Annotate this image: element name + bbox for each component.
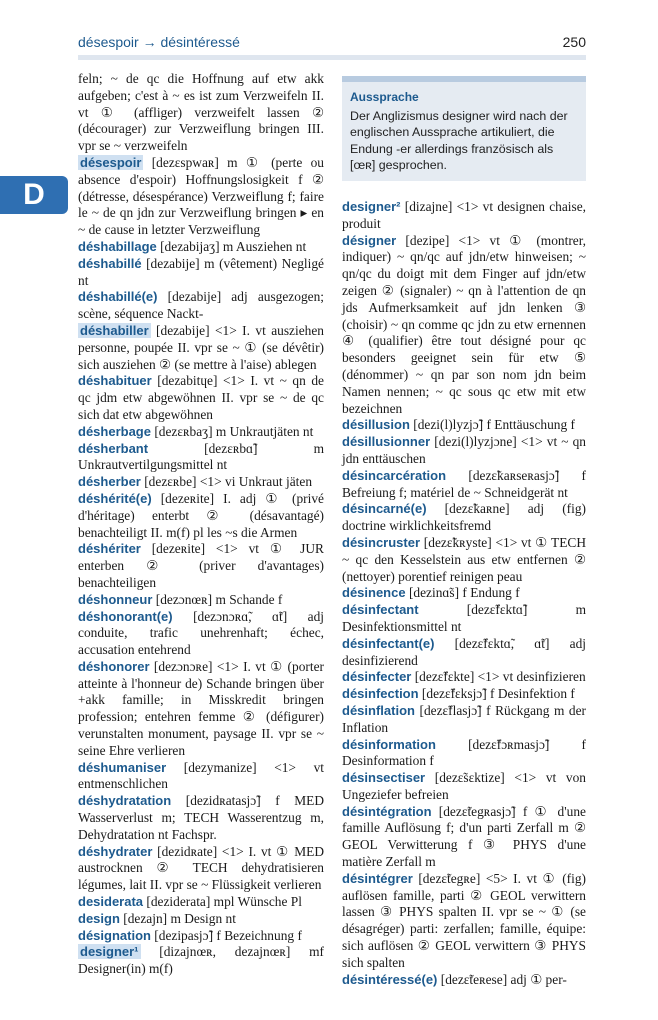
- dictionary-entry: [342, 669, 586, 686]
- dictionary-entry: [342, 535, 586, 585]
- dictionary-entry: [78, 609, 324, 659]
- entry-definition: [dezabije] m (vêtement) Negligé nt: [78, 255, 324, 288]
- dictionary-entry: [78, 424, 324, 441]
- dictionary-entry: [78, 474, 324, 491]
- entry-definition: [dezajn] m Design nt: [119, 910, 236, 926]
- dictionary-entry: [78, 928, 324, 945]
- entry-headword[interactable]: designer¹: [80, 944, 139, 960]
- entry-headword[interactable]: désherber: [78, 474, 141, 490]
- entry-definition: [dezɛ̃fɛkte] <1> vt desinfizieren: [411, 669, 586, 685]
- entry-definition: [deziderata] mpl Wünsche Pl: [143, 894, 302, 910]
- dictionary-entry: [78, 944, 324, 978]
- page-number: 250: [562, 34, 586, 50]
- entry-definition: [dezipasjɔ̃] f Bezeichnung f: [150, 927, 302, 943]
- entry-definition: [dezɛ̃fɛktɑ̃, ɑ̃t] adj desinfizierend: [342, 635, 586, 668]
- dictionary-entry: [342, 468, 586, 502]
- dictionary-entry: [78, 239, 324, 256]
- entry-headword[interactable]: déshabiller: [80, 322, 149, 338]
- entry-definition: [dezɛʀbaʒ] m Unkrautjäten nt: [150, 423, 314, 439]
- entry-definition: [dezɛ̃fɛktɑ̃] m Desinfektionsmittel nt: [342, 602, 586, 634]
- entry-headword[interactable]: désinsectiser: [342, 770, 426, 786]
- right-column: [342, 199, 586, 988]
- left-column: [78, 71, 324, 978]
- entry-headword[interactable]: déshonorer: [78, 658, 150, 674]
- dictionary-entry: [342, 585, 586, 602]
- entry-headword[interactable]: déshonneur: [78, 591, 153, 607]
- entry-definition: [dezɛ̃sɛktize] <1> vt von Ungeziefer befreien: [342, 770, 586, 802]
- entry-definition: [dizajne] <1> vt designen chaise, produit: [342, 199, 586, 231]
- entry-definition: [dezidʀate] <1> I. vt ① MED austrocknen ② TECH dehydratisieren légumes, lait II. vpr se ~ Flüssigkeit verlieren: [78, 843, 324, 893]
- entry-definition: [dezeʀite] <1> vt ① JUR enterben ② (priver d'avantages) benachteiligen: [78, 541, 324, 590]
- note-title: Aussprache: [350, 90, 419, 104]
- entry-headword[interactable]: déshydratation: [78, 793, 172, 809]
- entry-definition: [dezɛ̃tegʀasjɔ̃] f ① d'une famille Auflösung f; d'un parti Zerfall m ② GEOL Verwitterung f ③ PHYS d'une matière Zerfall m: [342, 803, 586, 870]
- dictionary-entry: [342, 737, 586, 771]
- entry-definition: [dezɔnœʀ] m Schande f: [152, 591, 283, 607]
- entry-headword[interactable]: déshonorant(e): [78, 608, 173, 624]
- entry-definition: [dezɛ̃kaʀseʀasjɔ̃] f Befreiung f; matériel de ~ Schneidgerät nt: [342, 467, 586, 500]
- entry-headword[interactable]: désinformation: [342, 736, 436, 752]
- note-text: Der Anglizismus designer wird nach der englischen Aussprache artikuliert, die Endung -er allerdings französisch als [œʀ] gesprochen.: [350, 109, 568, 172]
- entry-headword[interactable]: désespoir: [80, 154, 142, 170]
- entry-headword[interactable]: désigner: [342, 232, 397, 248]
- dictionary-entry: [78, 441, 324, 475]
- dictionary-entry: [78, 491, 324, 541]
- header-guide-words: désespoir → désintéressé: [78, 34, 240, 50]
- dictionary-entry: [78, 844, 324, 894]
- entry-definition: [dezɔnɔʀe] <1> I. vt ① (porter atteinte à l'honneur de) Schande bringen über +akk famille; in Misskredit bringen profession; entehren femme ② (défigurer) verunstalten monument, paysage II. vpr se ~ seine Ehre verlieren: [78, 658, 324, 758]
- entry-headword[interactable]: désintégration: [342, 803, 432, 819]
- thumb-index-tab[interactable]: D: [0, 176, 68, 214]
- dictionary-entry: [78, 911, 324, 928]
- dictionary-entry: [78, 155, 324, 239]
- dictionary-entry: [342, 602, 586, 636]
- dictionary-entry: [342, 417, 586, 434]
- dictionary-entry: [78, 256, 324, 290]
- dictionary-entry: [78, 659, 324, 760]
- dictionary-entry: [342, 703, 586, 737]
- entry-headword[interactable]: désinflation: [342, 702, 415, 718]
- entry-definition: [dezabijaʒ] m Ausziehen nt: [156, 238, 307, 254]
- entry-headword[interactable]: désinfection: [342, 686, 419, 702]
- dictionary-entry: [78, 323, 324, 373]
- dictionary-entry: [342, 636, 586, 670]
- dictionary-entry: [78, 592, 324, 609]
- entry-headword[interactable]: déshabillé: [78, 255, 142, 271]
- entry-definition: [dezi(l)lyzjɔne] <1> vt ~ qn jdn enttäuschen: [342, 434, 586, 466]
- entry-headword[interactable]: déshydrater: [78, 843, 153, 859]
- entry-definition: [dezabitɥe] <1> I. vt ~ qn de qc jdm etw abgewöhnen II. vpr se ~ de qc sich dat etw abgewöhnen: [78, 373, 324, 422]
- entry-definition: [dezɛʀbe] <1> vi Unkraut jäten: [140, 474, 313, 490]
- entry-headword[interactable]: désignation: [78, 927, 151, 943]
- entry-definition: [dezɛspwaʀ] m ① (perte ou absence d'espoir) Hoffnungslosigkeit f ② (détresse, désespérance) Verzweiflung f; faire le ~ de qn jdn zur Verzweiflung bringen ▸ en ~ de cause in letzter Verzweiflung: [78, 154, 324, 238]
- entry-headword[interactable]: déshériter: [78, 541, 141, 557]
- entry-definition: [dezɛ̃kaʀne] adj (fig) doctrine wirklichkeitsfremd: [342, 501, 586, 534]
- dictionary-entry: [342, 804, 586, 871]
- dictionary-entry: [78, 289, 324, 323]
- entry-headword[interactable]: désintéressé(e): [342, 971, 438, 987]
- entry-headword[interactable]: désinfectant: [342, 602, 419, 618]
- entry-definition: feln; ~ de qc die Hoffnung auf etw akk aufgeben; c'est à ~ es ist zum Verzweifeln II. vt ① (affliger) verzweifelt lassen ② (décourager) zur Verzweiflung bringen III. vpr se ~ verzweifeln: [78, 71, 324, 154]
- entry-definition: [dezinɑ̃s] f Endung f: [405, 585, 520, 601]
- entry-definition: [dezɛ̃tegʀe] <5> I. vt ① (fig) auflösen famille, parti ② GEOL verwittern lassen ③ PHYS spalten II. vpr se ~ ① (se désagréger) parti: zerfallen; famille, équipe: sich auflösen ② GEOL verwittern ③ PHYS sich spalten: [342, 870, 586, 970]
- header-rule: [78, 55, 586, 60]
- entry-definition: [dezɛʀbɑ̃] m Unkrautvertilgungsmittel nt: [78, 440, 324, 473]
- dictionary-entry: [342, 686, 586, 703]
- dictionary-entry: [78, 373, 324, 423]
- entry-headword[interactable]: désincarné(e): [342, 501, 427, 517]
- entry-definition: [dezipe] <1> vt ① (montrer, indiquer) ~ qn/qc auf jdn/etw hinweisen; ~ qn/qc du doigt mit dem Finger auf jdn/etw zeigen ② (signaler) ~ qn à l'attention de qn jds Aufmerksamkeit auf jdn lenken ③ (choisir) ~ qn comme qc jdn zu etw ernennen ④ (qualifier) être tout désigné pour qc besonders geeignet sein für etw ⑤ (dénommer) ~ qn par son nom jdn beim Namen nennen; ~ qc sous qc etw mit etw bezeichnen: [342, 232, 586, 416]
- entry-definition: [dezi(l)lyzjɔ̃] f Enttäuschung f: [409, 417, 575, 433]
- dictionary-entry: [78, 760, 324, 794]
- dictionary-entry: [342, 871, 586, 972]
- running-header: [78, 29, 586, 59]
- entry-headword[interactable]: déshabituer: [78, 373, 152, 389]
- dictionary-entry: [78, 793, 324, 843]
- entry-definition: [dezidʀatasjɔ̃] f MED Wasserverlust m; TECH Wasserentzug m, Dehydratation nt Fachspr.: [78, 793, 324, 842]
- entry-headword[interactable]: désinfecter: [342, 669, 412, 685]
- dictionary-entry: [78, 894, 324, 911]
- entry-definition: [dezɛ̃teʀese] adj ① per-: [437, 971, 567, 987]
- entry-headword[interactable]: déshumaniser: [78, 759, 167, 775]
- dictionary-entry: [342, 233, 586, 418]
- entry-headword[interactable]: déshérité(e): [78, 490, 152, 506]
- dictionary-entry: [78, 71, 324, 155]
- entry-definition: [dezɔnɔʀɑ̃, ɑ̃t] adj conduite, trafic unehrenhaft; échec, accusation entehrend: [78, 608, 324, 658]
- dictionary-entry: [78, 541, 324, 591]
- entry-definition: [dezeʀite] I. adj ① (privé d'héritage) enterbt ② (désavantagé) benachteiligt II. m(f) pl les ~s die Armen: [78, 490, 324, 540]
- dictionary-entry: [342, 501, 586, 535]
- entry-definition: [dezɛ̃flasjɔ̃] f Rückgang m der Inflation: [342, 702, 586, 735]
- entry-headword[interactable]: désherbant: [78, 440, 149, 456]
- entry-headword[interactable]: désinence: [342, 585, 406, 601]
- entry-headword[interactable]: desiderata: [78, 894, 144, 910]
- dictionary-entry: [342, 199, 586, 233]
- entry-definition: [dezymanize] <1> vt entmenschlichen: [78, 759, 324, 792]
- entry-headword[interactable]: design: [78, 910, 120, 926]
- entry-definition: [dezɛ̃fɔʀmasjɔ̃] f Desinformation f: [342, 736, 586, 769]
- entry-definition: [dezɛ̃fɛksjɔ̃] f Desinfektion f: [418, 686, 575, 702]
- entry-headword[interactable]: désinfectant(e): [342, 635, 435, 651]
- entry-headword[interactable]: désherbage: [78, 423, 151, 439]
- entry-headword[interactable]: déshabillé(e): [78, 289, 158, 305]
- entry-definition: [dezabije] <1> I. vt ausziehen personne, poupée II. vpr se ~ ① (se dévêtir) sich ausziehen ② (se mettre à l'aise) ablegen: [78, 322, 324, 372]
- entry-definition: [dezɛ̃kʀyste] <1> vt ① TECH ~ qc den Kesselstein aus etw entfernen ② (nettoyer) porentief reinigen peau: [342, 534, 586, 584]
- dictionary-entry: [342, 972, 586, 989]
- dictionary-entry: [342, 770, 586, 804]
- entry-headword[interactable]: désillusionner: [342, 434, 431, 450]
- entry-headword[interactable]: désillusion: [342, 417, 410, 433]
- entry-headword[interactable]: designer²: [342, 199, 401, 214]
- entry-headword[interactable]: désintégrer: [342, 870, 413, 886]
- entry-headword[interactable]: désincruster: [342, 534, 421, 550]
- entry-definition: [dizajnœʀ, dezajnœʀ] mf Designer(in) m(f): [78, 944, 324, 977]
- dictionary-entry: [342, 434, 586, 468]
- pronunciation-note-box: [342, 76, 586, 181]
- entry-headword[interactable]: déshabillage: [78, 238, 157, 254]
- entry-definition: [dezabije] adj ausgezogen; scène, séquence Nackt-: [78, 289, 324, 322]
- entry-headword[interactable]: désincarcération: [342, 467, 447, 483]
